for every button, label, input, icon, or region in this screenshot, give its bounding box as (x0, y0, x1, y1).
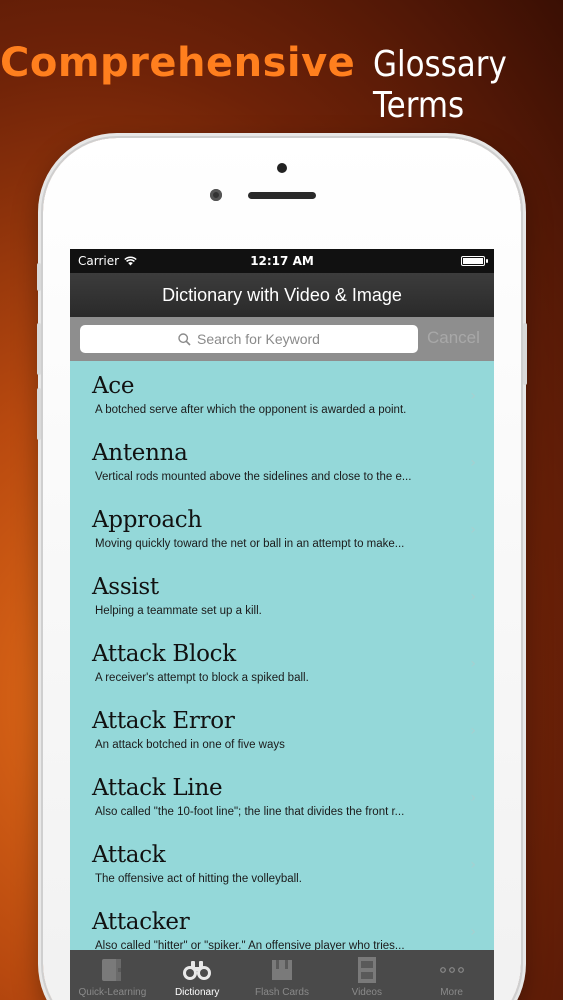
chevron-right-icon: › (470, 388, 476, 404)
entry-definition: An attack botched in one of five ways (95, 739, 285, 751)
search-icon (178, 333, 191, 346)
tab-label: Quick-Learning (78, 987, 147, 998)
entry-term: Attack (92, 842, 166, 868)
volume-up-button (37, 323, 41, 375)
entry-definition: Helping a teammate set up a kill. (95, 605, 262, 617)
entry-definition: The offensive act of hitting the volleyball. (95, 873, 302, 885)
carrier-label: Carrier (78, 254, 120, 268)
list-item[interactable] (70, 897, 494, 950)
film-icon (356, 956, 378, 984)
book-icon (99, 957, 125, 983)
list-item[interactable] (70, 562, 494, 629)
volume-down-button (37, 388, 41, 440)
entry-definition: Also called "the 10-foot line"; the line that divides the front r... (95, 806, 405, 818)
tab-label: More (440, 987, 463, 998)
phone-screen (70, 249, 494, 1000)
entry-definition: A botched serve after which the opponent is awarded a point. (95, 404, 407, 416)
promo-word-glossary: Glossary Terms (373, 44, 508, 126)
proximity-sensor (277, 163, 287, 173)
tab-videos[interactable] (324, 950, 409, 1000)
entry-term: Attack Line (92, 775, 223, 801)
tab-more[interactable] (409, 950, 494, 1000)
entry-term: Attacker (92, 909, 190, 935)
entry-definition: Moving quickly toward the net or ball in an attempt to make... (95, 538, 405, 550)
chevron-right-icon: › (470, 790, 476, 806)
cards-icon (269, 957, 295, 983)
list-item[interactable] (70, 629, 494, 696)
list-item[interactable] (70, 428, 494, 495)
more-dots-icon (439, 966, 465, 974)
chevron-right-icon: › (470, 522, 476, 538)
chevron-right-icon: › (470, 723, 476, 739)
battery-icon (461, 256, 485, 266)
status-time: 12:17 AM (250, 254, 314, 268)
entry-term: Attack Error (92, 708, 235, 734)
search-placeholder: Search for Keyword (197, 331, 320, 347)
status-bar (70, 249, 494, 273)
entry-definition: Vertical rods mounted above the sidelines and close to the e... (95, 471, 412, 483)
promo-word-comprehensive: Comprehensive (0, 40, 356, 86)
list-item[interactable] (70, 830, 494, 897)
chevron-right-icon: › (470, 924, 476, 940)
tab-flash-cards[interactable] (240, 950, 325, 1000)
entry-term: Attack Block (92, 641, 236, 667)
binoculars-icon (182, 959, 212, 981)
earpiece-speaker (248, 192, 316, 199)
tab-dictionary[interactable] (155, 950, 240, 1000)
chevron-right-icon: › (470, 589, 476, 605)
entry-term: Approach (92, 507, 202, 533)
entry-definition: A receiver's attempt to block a spiked ball. (95, 672, 309, 684)
glossary-list (70, 361, 494, 950)
front-camera (210, 189, 222, 201)
tab-quick-learning[interactable] (70, 950, 155, 1000)
list-item[interactable] (70, 763, 494, 830)
tab-label: Flash Cards (255, 987, 309, 998)
navigation-bar (70, 273, 494, 317)
chevron-right-icon: › (470, 857, 476, 873)
entry-term: Assist (92, 574, 159, 600)
search-input[interactable] (80, 325, 418, 353)
list-item[interactable] (70, 696, 494, 763)
entry-term: Antenna (92, 440, 188, 466)
entry-definition: Also called "hitter" or "spiker." An offensive player who tries... (95, 940, 405, 950)
chevron-right-icon: › (470, 656, 476, 672)
tab-label: Videos (351, 987, 382, 998)
list-item[interactable] (70, 361, 494, 428)
nav-title: Dictionary with Video & Image (162, 284, 402, 305)
search-bar (70, 317, 494, 361)
tab-bar (70, 950, 494, 1000)
cancel-button[interactable]: Cancel (427, 328, 480, 347)
power-button (523, 323, 527, 385)
chevron-right-icon: › (470, 455, 476, 471)
mute-switch (37, 263, 41, 291)
entry-term: Ace (92, 373, 135, 399)
promo-headline (0, 40, 563, 126)
tab-label: Dictionary (174, 987, 220, 998)
list-item[interactable] (70, 495, 494, 562)
